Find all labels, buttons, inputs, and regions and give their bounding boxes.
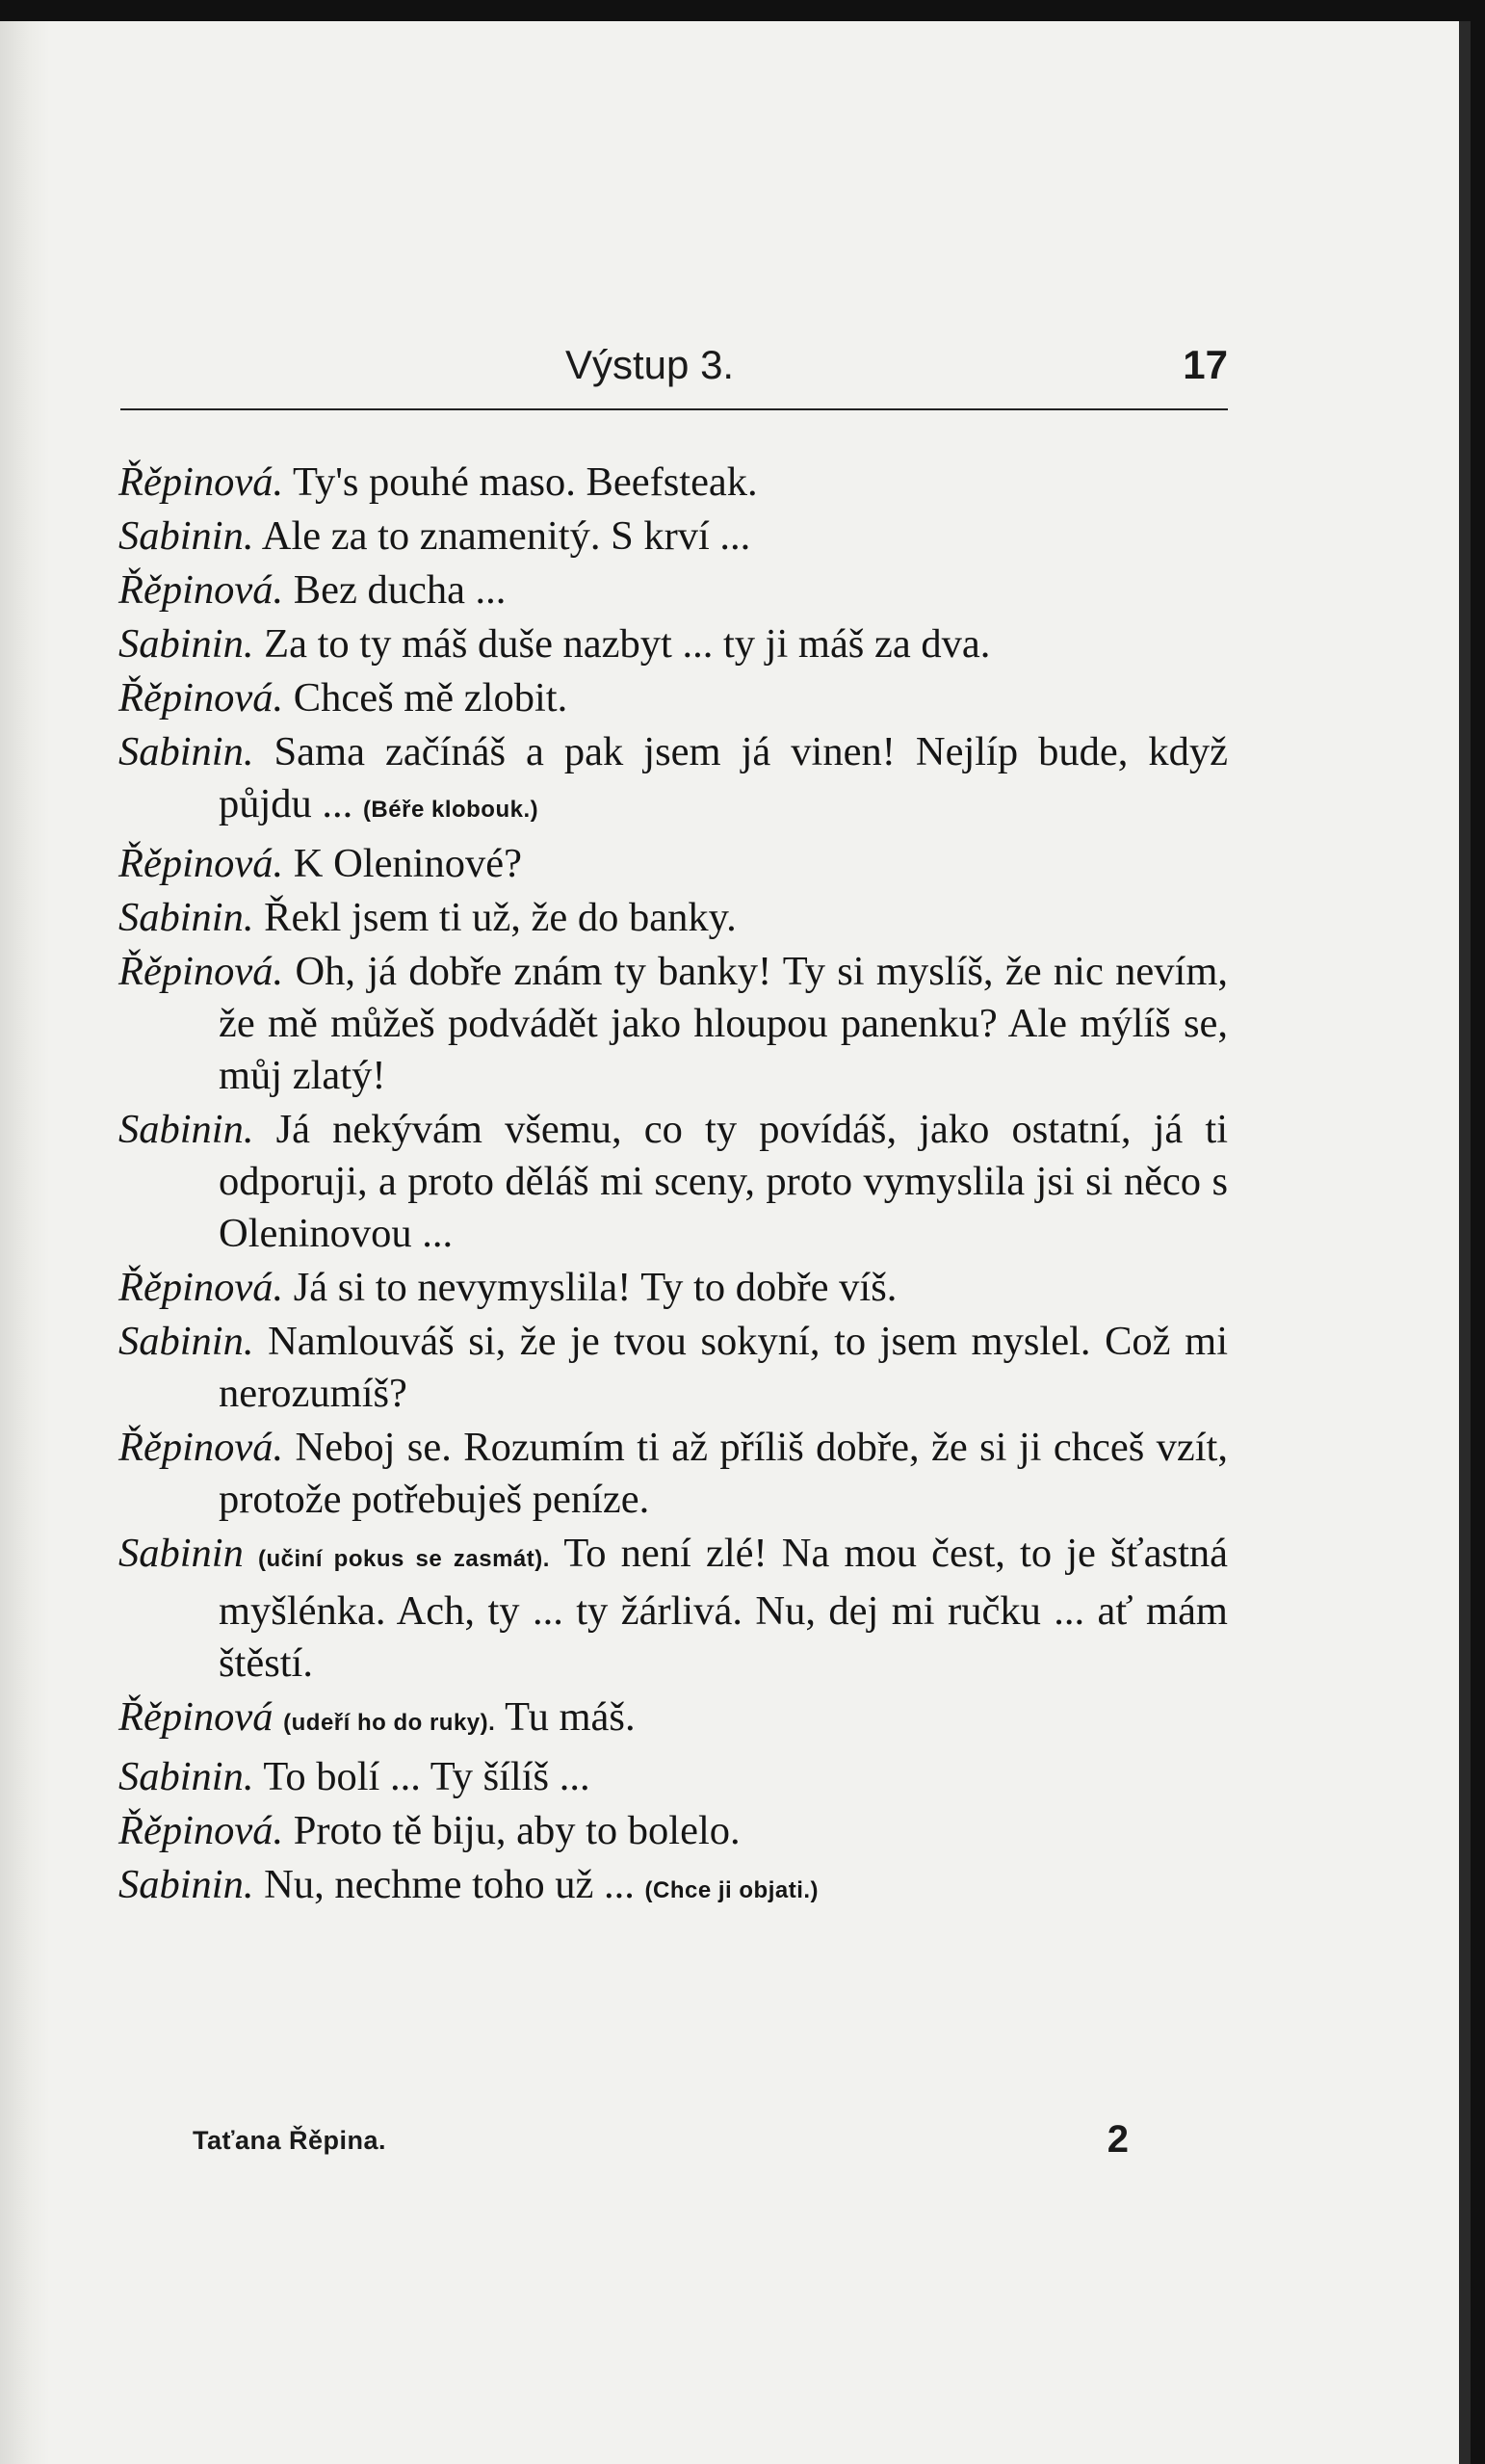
speaker-name: Sabinin. [118, 1754, 254, 1799]
speech-text: To není zlé! Na mou čest, to je šťastná myšlénka. Ach, ty ... ty žárlivá. Nu, dej mi ručku ... ať mám štěstí. [219, 1531, 1229, 1686]
speaker-name: Sabinin. [118, 1107, 254, 1152]
speech-line [118, 1805, 1228, 1857]
speech-line [118, 1316, 1228, 1420]
speech-line [118, 838, 1228, 890]
speaker-name: Sabinin. [118, 729, 254, 774]
speech-line [118, 618, 1228, 670]
speaker-name: Řěpinová. [118, 567, 284, 613]
speech-line [118, 1104, 1228, 1260]
page [0, 21, 1471, 2464]
speech-line [118, 1422, 1228, 1526]
speech-text: Sama začínáš a pak jsem já vinen! Nejlíp bude, když půjdu ... [219, 729, 1229, 826]
speaker-name: Řěpinová. [118, 675, 284, 721]
speech-line [118, 946, 1228, 1102]
speaker-name: Sabinin. [118, 1319, 254, 1364]
speaker-name: Řěpinová [118, 1694, 274, 1740]
speech-line [118, 564, 1228, 616]
page-right-edge [1459, 21, 1471, 2464]
stage-direction: (Chce ji objati.) [644, 1877, 820, 1903]
speech-text: To bolí ... Ty šílíš ... [263, 1754, 590, 1799]
speech-text: Namlouváš si, že je tvou sokyní, to jsem myslel. Což mi nerozumíš? [219, 1319, 1228, 1416]
speaker-name: Řěpinová. [118, 1265, 284, 1310]
page-number: 17 [1183, 342, 1228, 387]
speech-line [118, 892, 1228, 944]
speaker-name: Řěpinová. [118, 841, 284, 886]
speech-text: Bez ducha ... [293, 567, 507, 613]
speech-text: Za to ty máš duše nazbyt ... ty ji máš za dva. [264, 621, 991, 667]
running-title: Výstup 3. [565, 342, 735, 387]
header-rule [120, 408, 1228, 410]
signature-mark: Taťana Řěpina. [193, 2126, 386, 2155]
running-header [120, 320, 1228, 397]
dialogue-body [118, 457, 1228, 1919]
speaker-name: Sabinin. [118, 895, 254, 940]
speech-line [118, 1859, 1228, 1917]
speech-text: Já nekývám všemu, co ty povídáš, jako ostatní, já ti odporuji, a proto děláš mi sceny, proto vymyslila jsi si něco s Oleninovou ... [219, 1107, 1228, 1256]
speech-text: Chceš mě zlobit. [293, 675, 568, 721]
stage-direction: (udeří ho do ruky). [283, 1710, 496, 1736]
sheet-number: 2 [1107, 2118, 1129, 2161]
speech-line [118, 1262, 1228, 1314]
speech-text: Ty's pouhé maso. Beefsteak. [292, 459, 758, 505]
page-left-margin [0, 21, 50, 2464]
speech-text: Nu, nechme toho už ... [264, 1862, 635, 1907]
speech-line [118, 1751, 1228, 1803]
speech-line [118, 726, 1228, 836]
speaker-name: Řěpinová. [118, 459, 284, 505]
speech-text: Já si to nevymyslila! Ty to dobře víš. [293, 1265, 898, 1310]
speech-line [118, 1691, 1228, 1749]
speech-text: Proto tě biju, aby to bolelo. [293, 1808, 741, 1853]
speaker-name: Sabinin [118, 1531, 244, 1576]
speech-line [118, 672, 1228, 724]
speech-text: Tu máš. [505, 1694, 636, 1740]
speaker-name: Řěpinová. [118, 949, 284, 994]
speech-text: Oh, já dobře znám ty banky! Ty si myslíš, že nic nevím, že mě můžeš podvádět jako hloupou panenku? Ale mýlíš se, můj zlatý! [219, 949, 1228, 1098]
speaker-name: Řěpinová. [118, 1808, 284, 1853]
speech-text: Ale za to znamenitý. S krví ... [261, 513, 751, 559]
speech-text: K Oleninové? [293, 841, 522, 886]
page-footer [193, 2116, 1129, 2164]
speech-line [118, 1528, 1228, 1690]
speech-text: Řekl jsem ti už, že do banky. [264, 895, 737, 940]
speech-line [118, 511, 1228, 563]
stage-direction: (učiní pokus se zasmát). [258, 1546, 550, 1572]
speaker-name: Sabinin. [118, 1862, 254, 1907]
speaker-name: Sabinin. [118, 513, 254, 559]
speech-text: Neboj se. Rozumím ti až příliš dobře, že si ji chceš vzít, protože potřebuješ peníze. [219, 1425, 1228, 1522]
speaker-name: Řěpinová. [118, 1425, 284, 1470]
speaker-name: Sabinin. [118, 621, 254, 667]
stage-direction: (Béře klobouk.) [362, 797, 539, 823]
speech-line [118, 457, 1228, 509]
